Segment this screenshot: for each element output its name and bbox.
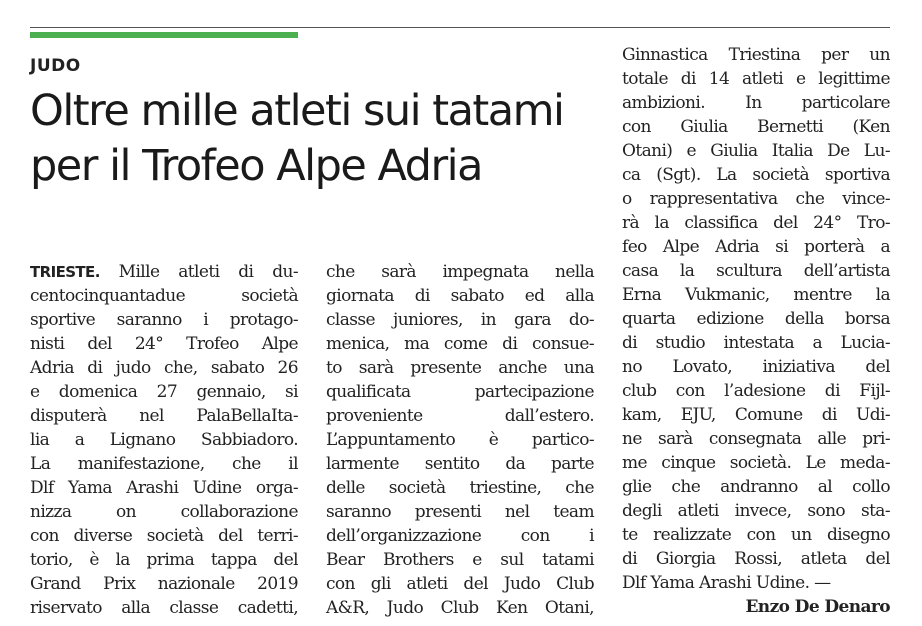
text-line bbox=[622, 547, 890, 571]
text-line bbox=[622, 571, 890, 595]
text-line-content: Erna Vukmanic, mentre la bbox=[622, 285, 890, 305]
text-line-content: delle società triestine, che bbox=[326, 478, 594, 498]
text-line bbox=[622, 43, 890, 67]
text-line bbox=[30, 428, 298, 452]
text-line-content: sportive saranno i protago- bbox=[30, 310, 298, 330]
text-line bbox=[326, 452, 594, 476]
text-line bbox=[622, 403, 890, 427]
text-line-content: disputerà nel PalaBellaIta- bbox=[30, 406, 298, 426]
section-accent-bar bbox=[30, 32, 298, 38]
text-line-content: nizza on collaborazione bbox=[30, 502, 298, 522]
text-line-content: con diverse società del terri- bbox=[30, 526, 298, 546]
text-line bbox=[622, 187, 890, 211]
text-line-content: riservato alla classe cadetti, bbox=[30, 598, 298, 618]
text-line bbox=[622, 283, 890, 307]
text-line bbox=[622, 259, 890, 283]
text-line-content: giornata di sabato ed alla bbox=[326, 286, 594, 306]
text-line-content: Grand Prix nazionale 2019 bbox=[30, 574, 298, 594]
text-line bbox=[326, 572, 594, 596]
text-line bbox=[326, 308, 594, 332]
text-line-content: proveniente dall’estero. bbox=[326, 406, 594, 426]
text-line-content: totale di 14 atleti e legittime bbox=[622, 69, 890, 89]
text-line-content: lia a Lignano Sabbiadoro. bbox=[30, 430, 298, 450]
text-line bbox=[326, 380, 594, 404]
text-line bbox=[30, 308, 298, 332]
text-line bbox=[30, 452, 298, 476]
text-line bbox=[30, 500, 298, 524]
text-line-content: saranno presenti nel team bbox=[326, 502, 594, 522]
text-line bbox=[622, 331, 890, 355]
dateline: TRIESTE. bbox=[30, 263, 100, 281]
text-line-content: classe juniores, in gara do- bbox=[326, 310, 594, 330]
text-line-content: feo Alpe Adria si porterà a bbox=[622, 237, 890, 257]
text-line bbox=[326, 524, 594, 548]
text-line bbox=[30, 404, 298, 428]
text-line bbox=[622, 379, 890, 403]
text-line-content: Dlf Yama Arashi Udine. — bbox=[622, 573, 831, 593]
text-line-content: club con l’adesione di Fijl- bbox=[622, 381, 890, 401]
text-line bbox=[622, 355, 890, 379]
text-line bbox=[326, 596, 594, 620]
text-line bbox=[622, 115, 890, 139]
text-line-content: Dlf Yama Arashi Udine orga- bbox=[30, 478, 298, 498]
text-line bbox=[30, 380, 298, 404]
text-line bbox=[622, 307, 890, 331]
text-line bbox=[326, 500, 594, 524]
text-line-content: casa la scultura dell’artista bbox=[622, 261, 890, 281]
text-line-content: quarta edizione della borsa bbox=[622, 309, 890, 329]
text-line-content: L’appuntamento è partico- bbox=[326, 430, 594, 450]
text-line-content: A&R, Judo Club Ken Otani, bbox=[326, 598, 594, 618]
text-line-content: nisti del 24° Trofeo Alpe bbox=[30, 334, 298, 354]
article-column-1 bbox=[30, 260, 298, 620]
article-column-2 bbox=[326, 260, 594, 620]
text-line bbox=[326, 548, 594, 572]
text-line-content: te realizzate con un disegno bbox=[622, 525, 890, 545]
headline-line-2: per il Trofeo Alpe Adria bbox=[30, 141, 482, 191]
text-line-content: Mille atleti di du- bbox=[99, 262, 298, 282]
text-line-content: degli atleti invece, sono sta- bbox=[622, 501, 890, 521]
text-line-content: con Giulia Bernetti (Ken bbox=[622, 117, 890, 137]
text-line-content: dell’organizzazione con i bbox=[326, 526, 594, 546]
text-line-content: La manifestazione, che il bbox=[30, 454, 298, 474]
text-line-content: qualificata partecipazione bbox=[326, 382, 594, 402]
text-line bbox=[326, 476, 594, 500]
text-line-content: rà la classifica del 24° Tro- bbox=[622, 213, 890, 233]
text-line-content: menica, ma come di consue- bbox=[326, 334, 594, 354]
text-line bbox=[30, 260, 298, 284]
section-label: JUDO bbox=[30, 56, 81, 76]
text-line-content: che sarà impegnata nella bbox=[326, 262, 594, 282]
text-line-content: Bear Brothers e sul tatami bbox=[326, 550, 594, 570]
text-line bbox=[622, 499, 890, 523]
text-line bbox=[30, 476, 298, 500]
text-line bbox=[30, 356, 298, 380]
text-line-content: to sarà presente anche una bbox=[326, 358, 594, 378]
text-line-content: glie che andranno al collo bbox=[622, 477, 890, 497]
text-line bbox=[326, 428, 594, 452]
text-line-content: Ginnastica Triestina per un bbox=[622, 45, 890, 65]
byline: Enzo De Denaro bbox=[745, 597, 890, 617]
text-line bbox=[622, 91, 890, 115]
text-line bbox=[30, 572, 298, 596]
text-line bbox=[622, 235, 890, 259]
text-line bbox=[326, 404, 594, 428]
text-line bbox=[622, 475, 890, 499]
text-line-content: no Lovato, iniziativa del bbox=[622, 357, 890, 377]
text-line-content: Otani) e Giulia Italia De Lu- bbox=[622, 141, 890, 161]
text-line-content: ambizioni. In particolare bbox=[622, 93, 890, 113]
text-line bbox=[326, 284, 594, 308]
text-line-content: centocinquantadue società bbox=[30, 286, 298, 306]
text-line bbox=[622, 139, 890, 163]
text-line-content: kam, EJU, Comune di Udi- bbox=[622, 405, 890, 425]
text-line bbox=[622, 67, 890, 91]
text-line-content: torio, è la prima tappa del bbox=[30, 550, 298, 570]
text-line bbox=[326, 260, 594, 284]
text-line bbox=[30, 524, 298, 548]
article-column-3 bbox=[622, 43, 890, 619]
text-line bbox=[622, 211, 890, 235]
text-line bbox=[30, 332, 298, 356]
text-line bbox=[622, 451, 890, 475]
text-line-content: ne sarà consegnata alle pri- bbox=[622, 429, 890, 449]
text-line-content: con gli atleti del Judo Club bbox=[326, 574, 594, 594]
text-line bbox=[622, 427, 890, 451]
text-line bbox=[622, 523, 890, 547]
text-line bbox=[622, 163, 890, 187]
text-line-content: larmente sentito da parte bbox=[326, 454, 594, 474]
text-line-content: me cinque società. Le meda- bbox=[622, 453, 890, 473]
headline-line-1: Oltre mille atleti sui tatami bbox=[30, 86, 564, 136]
text-line bbox=[30, 596, 298, 620]
text-line-content: o rappresentativa che vince- bbox=[622, 189, 890, 209]
text-line-content: di Giorgia Rossi, atleta del bbox=[622, 549, 890, 569]
text-line bbox=[326, 332, 594, 356]
top-rule bbox=[30, 27, 890, 28]
headline bbox=[30, 84, 610, 194]
text-line-content: e domenica 27 gennaio, si bbox=[30, 382, 298, 402]
text-line bbox=[30, 284, 298, 308]
text-line bbox=[30, 548, 298, 572]
text-line-content: di studio intestata a Lucia- bbox=[622, 333, 890, 353]
text-line-content: Adria di judo che, sabato 26 bbox=[30, 358, 298, 378]
text-line-content: ca (Sgt). La società sportiva bbox=[622, 165, 890, 185]
text-line bbox=[326, 356, 594, 380]
